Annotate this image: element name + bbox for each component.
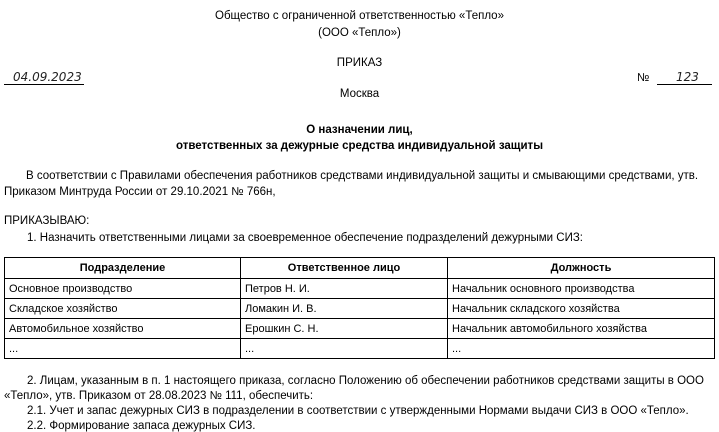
order-word: ПРИКАЗЫВАЮ: bbox=[4, 215, 90, 227]
order-date: 04.09.2023 bbox=[13, 70, 82, 84]
item-2-line-1: 2. Лицам, указанным в п. 1 настоящего приказа, согласно Положению об обеспечении работников средствами защиты в ООО bbox=[27, 375, 704, 387]
cell-position: Начальник основного производства bbox=[448, 279, 715, 299]
item-2-2: 2.2. Формирование запаса дежурных СИЗ. bbox=[27, 420, 256, 432]
number-sign: № bbox=[637, 72, 650, 84]
cell-responsible: Ерошкин С. Н. bbox=[241, 319, 448, 339]
cell-department: ... bbox=[5, 339, 241, 359]
cell-department: Складское хозяйство bbox=[5, 299, 241, 319]
cell-position: Начальник автомобильного хозяйства bbox=[448, 319, 715, 339]
table-row bbox=[5, 339, 715, 359]
order-number: 123 bbox=[676, 70, 699, 84]
column-header-department: Подразделение bbox=[5, 258, 241, 279]
cell-department: Автомобильное хозяйство bbox=[5, 319, 241, 339]
item-1: 1. Назначить ответственными лицами за своевременное обеспечение подразделений дежурными СИЗ: bbox=[27, 232, 583, 244]
column-header-responsible: Ответственное лицо bbox=[241, 258, 448, 279]
cell-department: Основное производство bbox=[5, 279, 241, 299]
organization-short-name: (ООО «Тепло») bbox=[318, 27, 401, 39]
table-row bbox=[5, 319, 715, 339]
table-row bbox=[5, 279, 715, 299]
responsible-persons-table bbox=[4, 257, 715, 359]
cell-position: Начальник складского хозяйства bbox=[448, 299, 715, 319]
preamble-line-2: Приказом Минтруда России от 29.10.2021 № 766н, bbox=[4, 186, 276, 198]
document-type: ПРИКАЗ bbox=[336, 57, 383, 69]
title-line-2: ответственных за дежурные средства индивидуальной защиты bbox=[175, 140, 544, 152]
item-2-1: 2.1. Учет и запас дежурных СИЗ в подразделении в соответствии с утвержденными Нормами выдачи СИЗ в ООО «Тепло». bbox=[27, 405, 689, 417]
table-header-row bbox=[5, 258, 715, 279]
item-2-line-2: «Тепло», утв. Приказом от 28.08.2023 № 111, обеспечить: bbox=[4, 390, 314, 402]
cell-responsible: ... bbox=[241, 339, 448, 359]
city: Москва bbox=[339, 88, 380, 100]
cell-responsible: Ломакин И. В. bbox=[241, 299, 448, 319]
title-line-1: О назначении лиц, bbox=[306, 124, 413, 136]
table-row bbox=[5, 299, 715, 319]
cell-position: ... bbox=[448, 339, 715, 359]
date-underline bbox=[4, 84, 84, 85]
number-underline bbox=[657, 84, 712, 85]
preamble-line-1: В соответствии с Правилами обеспечения работников средствами индивидуальной защиты и смывающими средствами, утв. bbox=[26, 170, 699, 182]
column-header-position: Должность bbox=[448, 258, 715, 279]
organization-full-name: Общество с ограниченной ответственностью «Тепло» bbox=[215, 10, 504, 22]
cell-responsible: Петров Н. И. bbox=[241, 279, 448, 299]
